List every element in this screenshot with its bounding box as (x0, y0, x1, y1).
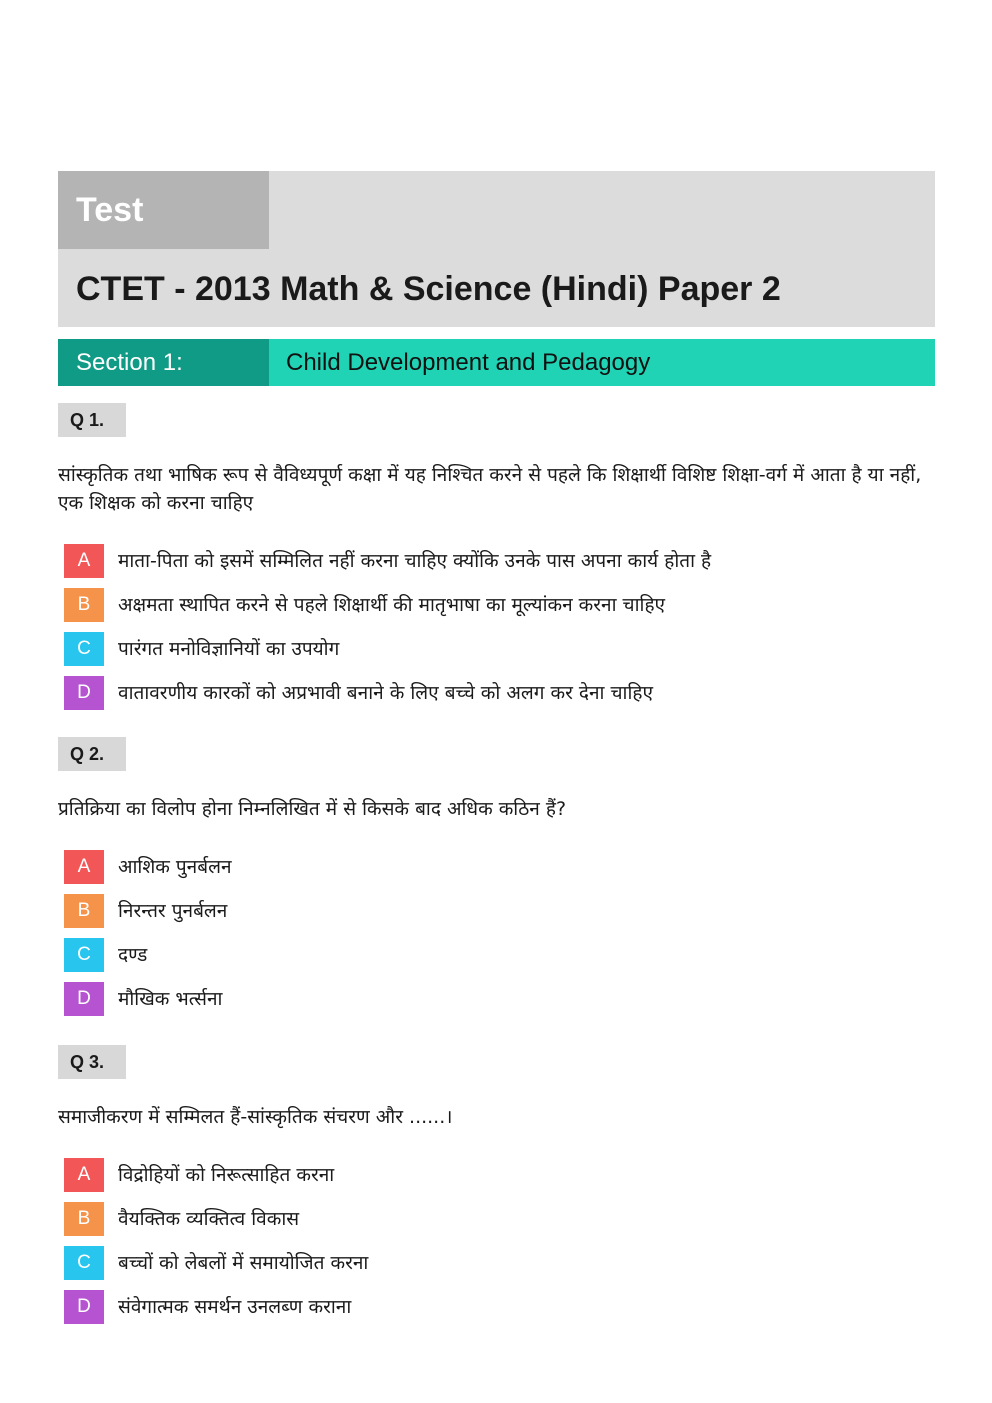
option-letter-badge: D (64, 1290, 104, 1324)
question-text: सांस्कृतिक तथा भाषिक रूप से वैविध्यपूर्ण कक्षा में यह निश्चित करने से पहले कि शिक्षार्थी विशिष्ट शिक्षा-वर्ग में आता है या नहीं, एक शिक्षक को करना चाहिए (58, 464, 922, 514)
question-number: Q 3. (58, 1045, 126, 1079)
option-list (58, 539, 938, 715)
option-letter-badge: C (64, 1246, 104, 1280)
test-label: Test (58, 171, 269, 249)
question-text: समाजीकरण में सम्मिलत हैं-सांस्कृतिक संचरण और ......। (58, 1106, 453, 1128)
option-a[interactable] (58, 539, 938, 583)
option-letter-badge: A (64, 544, 104, 578)
option-text: संवेगात्मक समर्थन उनलब्ण कराना (118, 1296, 352, 1318)
option-letter-badge: B (64, 588, 104, 622)
test-header (58, 171, 935, 327)
option-text: मौखिक भर्त्सना (118, 988, 223, 1010)
option-text: वैयक्तिक व्यक्तित्व विकास (118, 1208, 300, 1230)
option-text: दण्ड (118, 944, 148, 966)
option-letter-badge: C (64, 938, 104, 972)
section-bar (58, 339, 935, 386)
option-d[interactable] (58, 1285, 938, 1329)
question-1 (58, 403, 938, 715)
option-letter-badge: A (64, 850, 104, 884)
option-list (58, 1153, 938, 1329)
question-text: प्रतिक्रिया का विलोप होना निम्नलिखित में से किसके बाद अधिक कठिन हैं? (58, 798, 567, 820)
option-text: विद्रोहियों को निरूत्साहित करना (118, 1164, 335, 1186)
option-text: माता-पिता को इसमें सम्मिलित नहीं करना चाहिए क्योंकि उनके पास अपना कार्य होता है (118, 550, 712, 572)
option-a[interactable] (58, 845, 938, 889)
option-c[interactable] (58, 933, 938, 977)
option-text: निरन्तर पुनर्बलन (118, 900, 228, 922)
option-letter-badge: B (64, 894, 104, 928)
section-name: Child Development and Pedagogy (286, 349, 651, 376)
question-2 (58, 737, 938, 1021)
option-c[interactable] (58, 627, 938, 671)
option-letter-badge: B (64, 1202, 104, 1236)
question-3 (58, 1045, 938, 1329)
option-b[interactable] (58, 583, 938, 627)
option-letter-badge: C (64, 632, 104, 666)
question-number: Q 2. (58, 737, 126, 771)
question-number: Q 1. (58, 403, 126, 437)
option-letter-badge: D (64, 982, 104, 1016)
option-text: अक्षमता स्थापित करने से पहले शिक्षार्थी की मातृभाषा का मूल्यांकन करना चाहिए (118, 594, 666, 616)
option-b[interactable] (58, 1197, 938, 1241)
option-text: वातावरणीय कारकों को अप्रभावी बनाने के लिए बच्चे को अलग कर देना चाहिए (118, 682, 653, 704)
option-list (58, 845, 938, 1021)
section-number: Section 1: (58, 339, 269, 386)
option-d[interactable] (58, 671, 938, 715)
option-text: बच्चों को लेबलों में समायोजित करना (118, 1252, 369, 1274)
option-letter-badge: D (64, 676, 104, 710)
option-text: आशिक पुनर्बलन (118, 856, 232, 878)
option-c[interactable] (58, 1241, 938, 1285)
option-text: पारंगत मनोविज्ञानियों का उपयोग (118, 638, 340, 660)
option-letter-badge: A (64, 1158, 104, 1192)
paper-title: CTET - 2013 Math & Science (Hindi) Paper 2 (76, 270, 781, 308)
option-d[interactable] (58, 977, 938, 1021)
option-b[interactable] (58, 889, 938, 933)
option-a[interactable] (58, 1153, 938, 1197)
